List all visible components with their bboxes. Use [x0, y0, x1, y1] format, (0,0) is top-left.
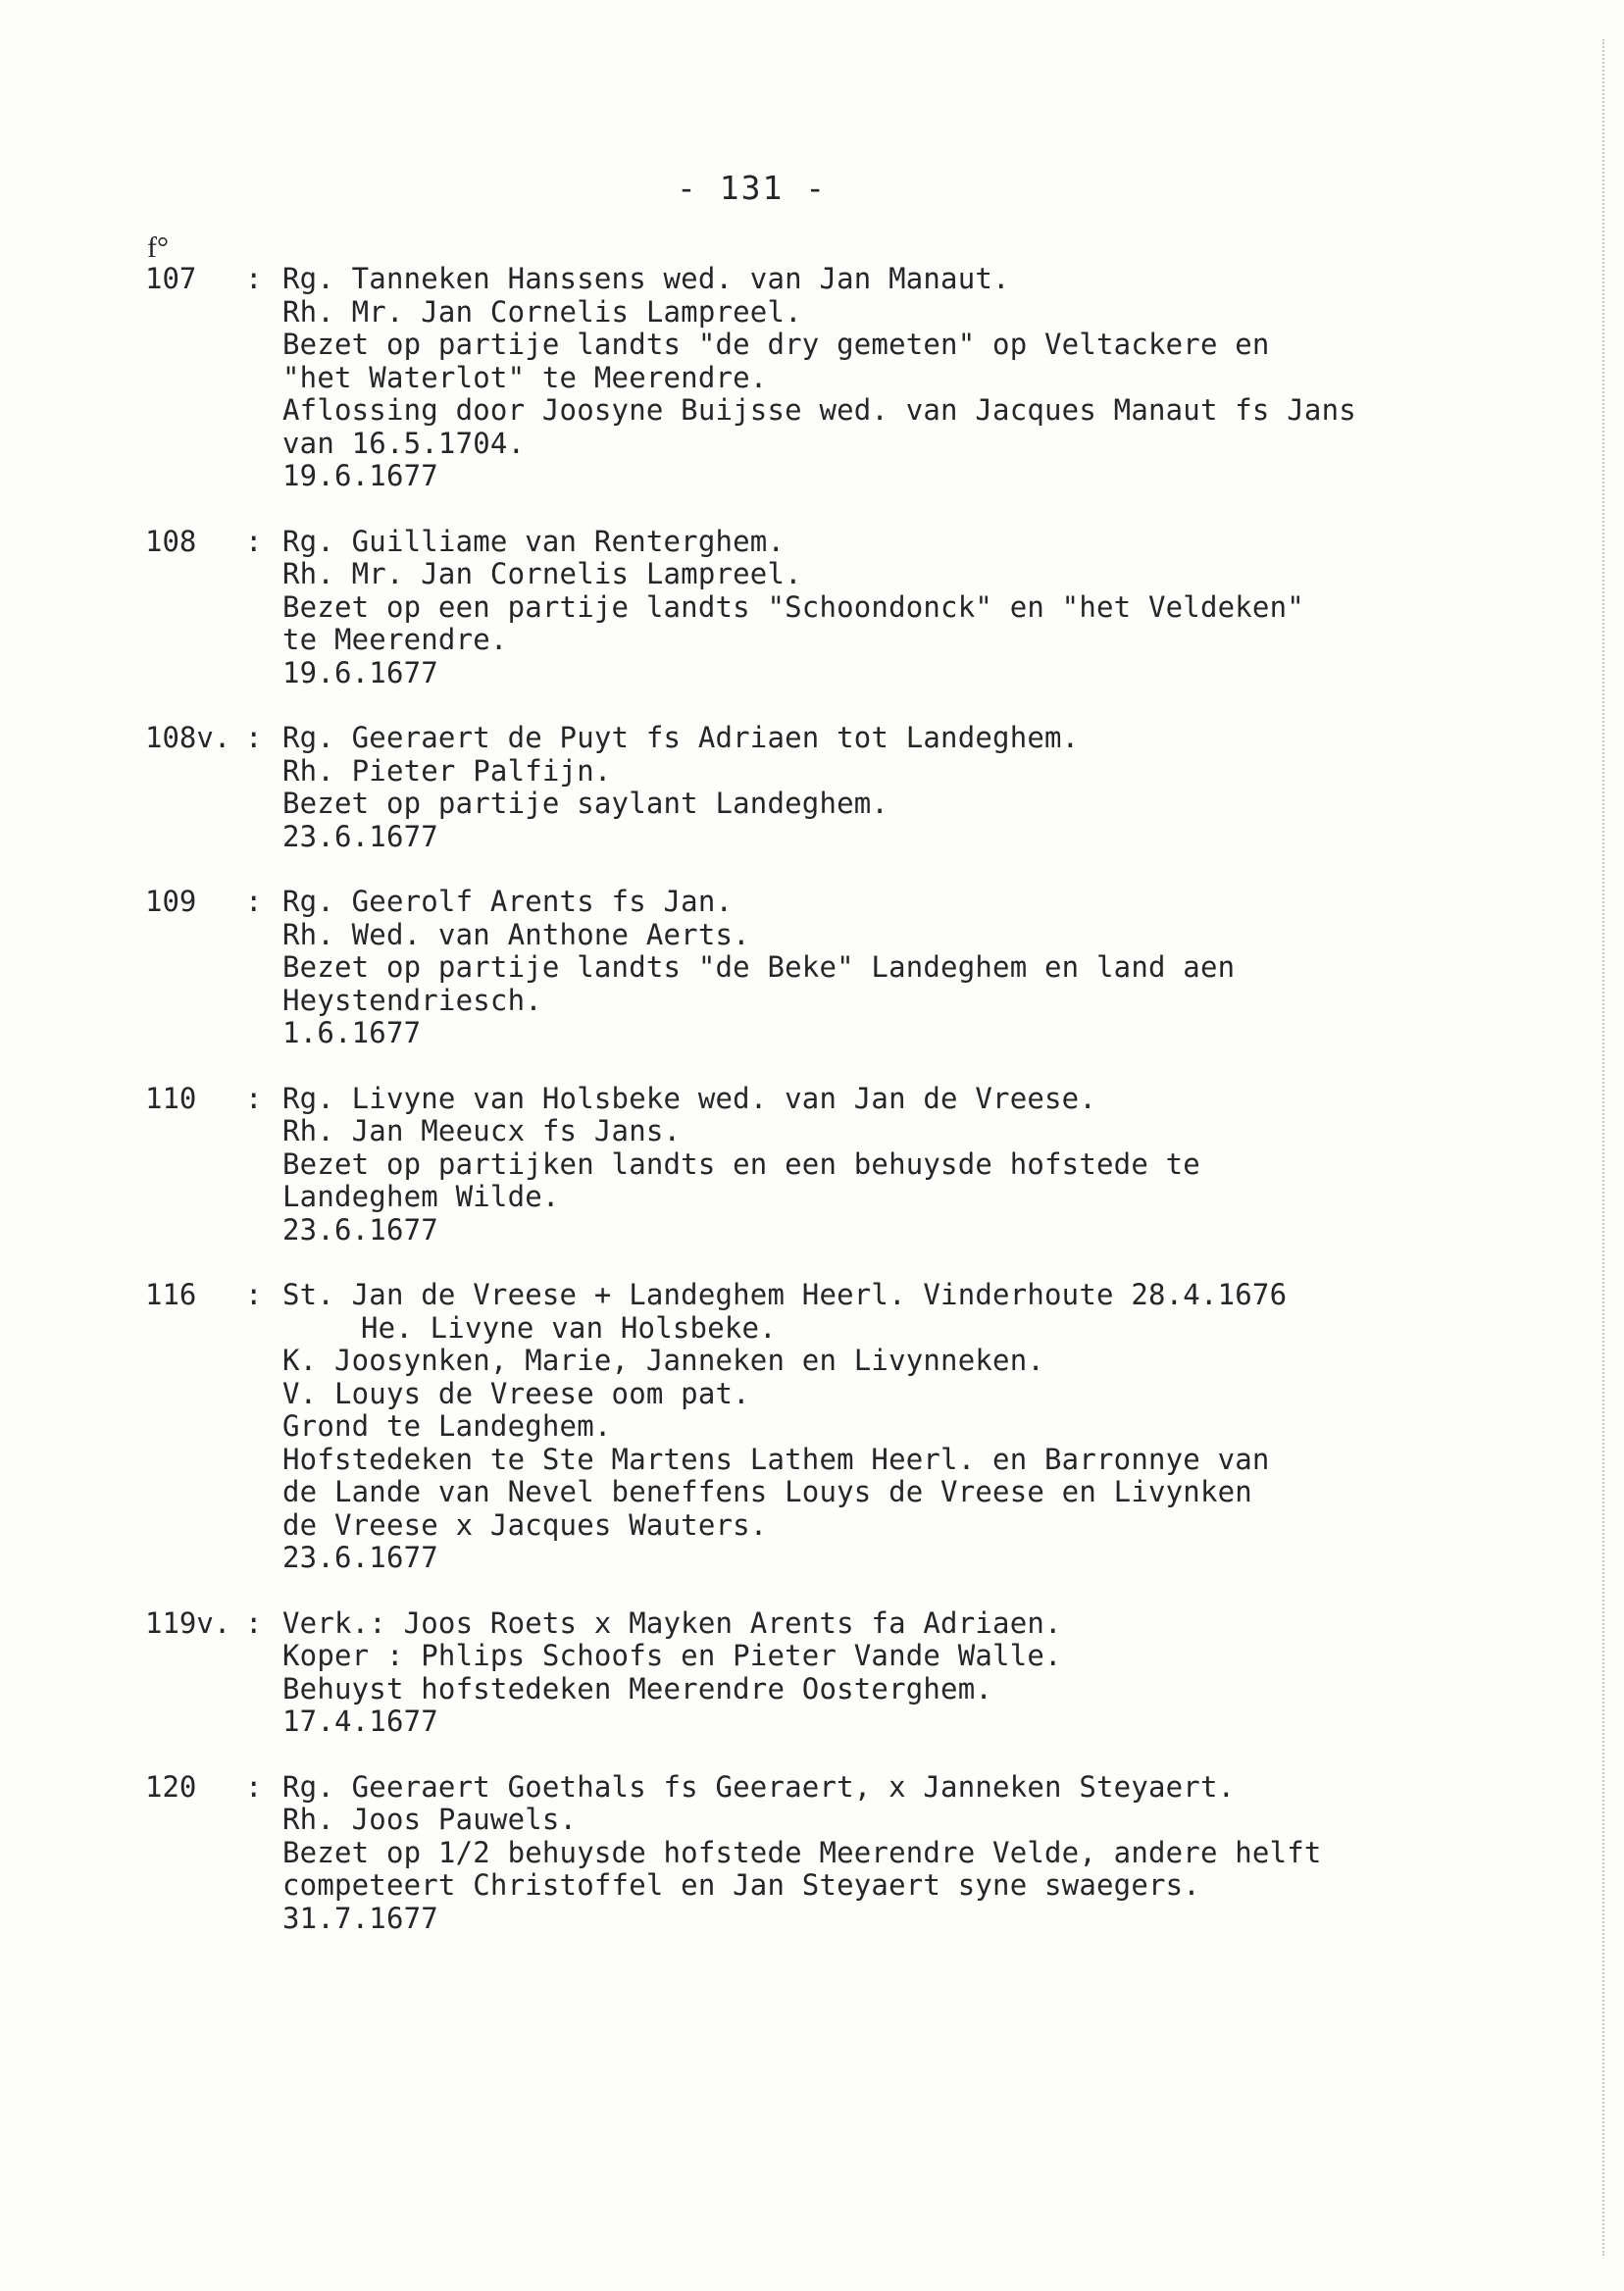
entry-line: V. Louys de Vreese oom pat.	[282, 1376, 750, 1410]
folio-column-label: f°	[147, 231, 169, 264]
entry-folio-number: 116	[145, 1278, 197, 1311]
register-entries	[145, 263, 1538, 1967]
entry-text	[282, 263, 1538, 493]
entry-date: 1.6.1677	[282, 1016, 422, 1049]
entry-folio-number: 120	[145, 1769, 197, 1804]
entry-line: te Meerendre.	[282, 623, 508, 656]
entry-line: Bezet op een partije landts "Schoondonck" en "het Veldeken"	[282, 589, 1304, 624]
register-entry	[145, 1083, 1538, 1247]
entry-text	[282, 1607, 1538, 1739]
entry-line: Heystendriesch.	[282, 983, 542, 1017]
register-entry	[145, 722, 1538, 853]
entry-line: St. Jan de Vreese + Landeghem Heerl. Vinderhoute 28.4.1676	[282, 1278, 1288, 1311]
entry-line: de Lande van Nevel beneffens Louys de Vreese en Livynken	[282, 1475, 1252, 1508]
entry-line: Rh. Mr. Jan Cornelis Lampreel.	[282, 294, 802, 329]
entry-line: Rg. Livyne van Holsbeke wed. van Jan de Vreese.	[282, 1081, 1096, 1115]
entry-line: Rg. Geeraert Goethals fs Geeraert, x Janneken Steyaert.	[282, 1769, 1236, 1804]
entry-line: Bezet op 1/2 behuysde hofstede Meerendre Velde, andere helft	[282, 1835, 1322, 1869]
entry-separator: :	[245, 1081, 263, 1115]
entry-text	[282, 1083, 1538, 1247]
entry-folio-number: 119v.	[145, 1605, 231, 1640]
entry-separator: :	[245, 885, 263, 918]
entry-text	[282, 1279, 1538, 1575]
register-entry	[145, 1607, 1538, 1739]
entry-text	[282, 886, 1538, 1050]
entry-line: Rg. Tanneken Hanssens wed. van Jan Manaut.	[282, 262, 1010, 295]
entry-line: Landeghem Wilde.	[282, 1180, 560, 1213]
entry-separator: :	[245, 1769, 263, 1804]
entry-line: Aflossing door Joosyne Buijsse wed. van Jacques Manaut fs Jans	[282, 393, 1356, 427]
entry-date: 23.6.1677	[282, 1541, 438, 1574]
entry-line: Rg. Guilliame van Renterghem.	[282, 524, 786, 558]
entry-separator: :	[245, 1605, 263, 1640]
entry-date: 23.6.1677	[282, 1212, 438, 1247]
entry-line: Rh. Mr. Jan Cornelis Lampreel.	[282, 557, 802, 590]
entry-line: Rh. Wed. van Anthone Aerts.	[282, 917, 750, 951]
entry-text	[282, 1771, 1538, 1936]
entry-line: Rh. Jan Meeucx fs Jans.	[282, 1114, 682, 1147]
register-entry	[145, 1771, 1538, 1936]
entry-line: van 16.5.1704.	[282, 426, 526, 460]
entry-date: 17.4.1677	[282, 1705, 438, 1738]
scan-edge-line	[1602, 39, 1605, 2256]
entry-folio-number: 109	[145, 885, 197, 918]
entry-line: Verk.: Joos Roets x Mayken Arents fa Adriaen.	[282, 1605, 1062, 1640]
entry-line: Bezet op partijken landts en een behuysde hofstede te	[282, 1146, 1200, 1181]
entry-text	[282, 526, 1538, 690]
entry-line: Behuyst hofstedeken Meerendre Oosterghem.	[282, 1671, 993, 1706]
entry-line: Rh. Pieter Palfijn.	[282, 753, 612, 788]
entry-folio-number: 108	[145, 524, 197, 558]
register-entry	[145, 1279, 1538, 1575]
register-entry	[145, 526, 1538, 690]
entry-line: "het Waterlot" te Meerendre.	[282, 360, 768, 394]
entry-line: Bezet op partije saylant Landeghem.	[282, 787, 889, 820]
entry-line: Bezet op partije landts "de dry gemeten" op Veltackere en	[282, 328, 1270, 361]
entry-line: K. Joosynken, Marie, Janneken en Livynneken.	[282, 1344, 1045, 1377]
register-entry	[145, 263, 1538, 493]
entry-date: 19.6.1677	[282, 459, 438, 492]
entry-folio-number: 108v.	[145, 721, 231, 754]
entry-line: Rh. Joos Pauwels.	[282, 1803, 578, 1836]
entry-separator: :	[245, 721, 263, 754]
entry-line: He. Livyne van Holsbeke.	[361, 1310, 777, 1345]
entry-line: Rg. Geerolf Arents fs Jan.	[282, 885, 734, 918]
entry-date: 19.6.1677	[282, 655, 438, 689]
entry-separator: :	[245, 1278, 263, 1311]
entry-separator: :	[245, 262, 263, 295]
entry-line: de Vreese x Jacques Wauters.	[282, 1507, 768, 1542]
entry-line: Koper : Phlips Schoofs en Pieter Vande Walle.	[282, 1639, 1062, 1672]
entry-separator: :	[245, 524, 263, 558]
entry-line: Hofstedeken te Ste Martens Lathem Heerl. en Barronnye van	[282, 1442, 1270, 1476]
entry-line: Rg. Geeraert de Puyt fs Adriaen tot Landeghem.	[282, 721, 1080, 754]
entry-date: 23.6.1677	[282, 819, 438, 853]
entry-date: 31.7.1677	[282, 1901, 438, 1935]
entry-line: Grond te Landeghem.	[282, 1409, 612, 1443]
entry-line: competeert Christoffel en Jan Steyaert syne swaegers.	[282, 1868, 1200, 1902]
entry-line: Bezet op partije landts "de Beke" Landeghem en land aen	[282, 950, 1236, 984]
entry-folio-number: 107	[145, 262, 197, 295]
entry-folio-number: 110	[145, 1081, 197, 1115]
entry-text	[282, 722, 1538, 853]
register-entry	[145, 886, 1538, 1050]
page-number: - 131 -	[677, 169, 828, 207]
